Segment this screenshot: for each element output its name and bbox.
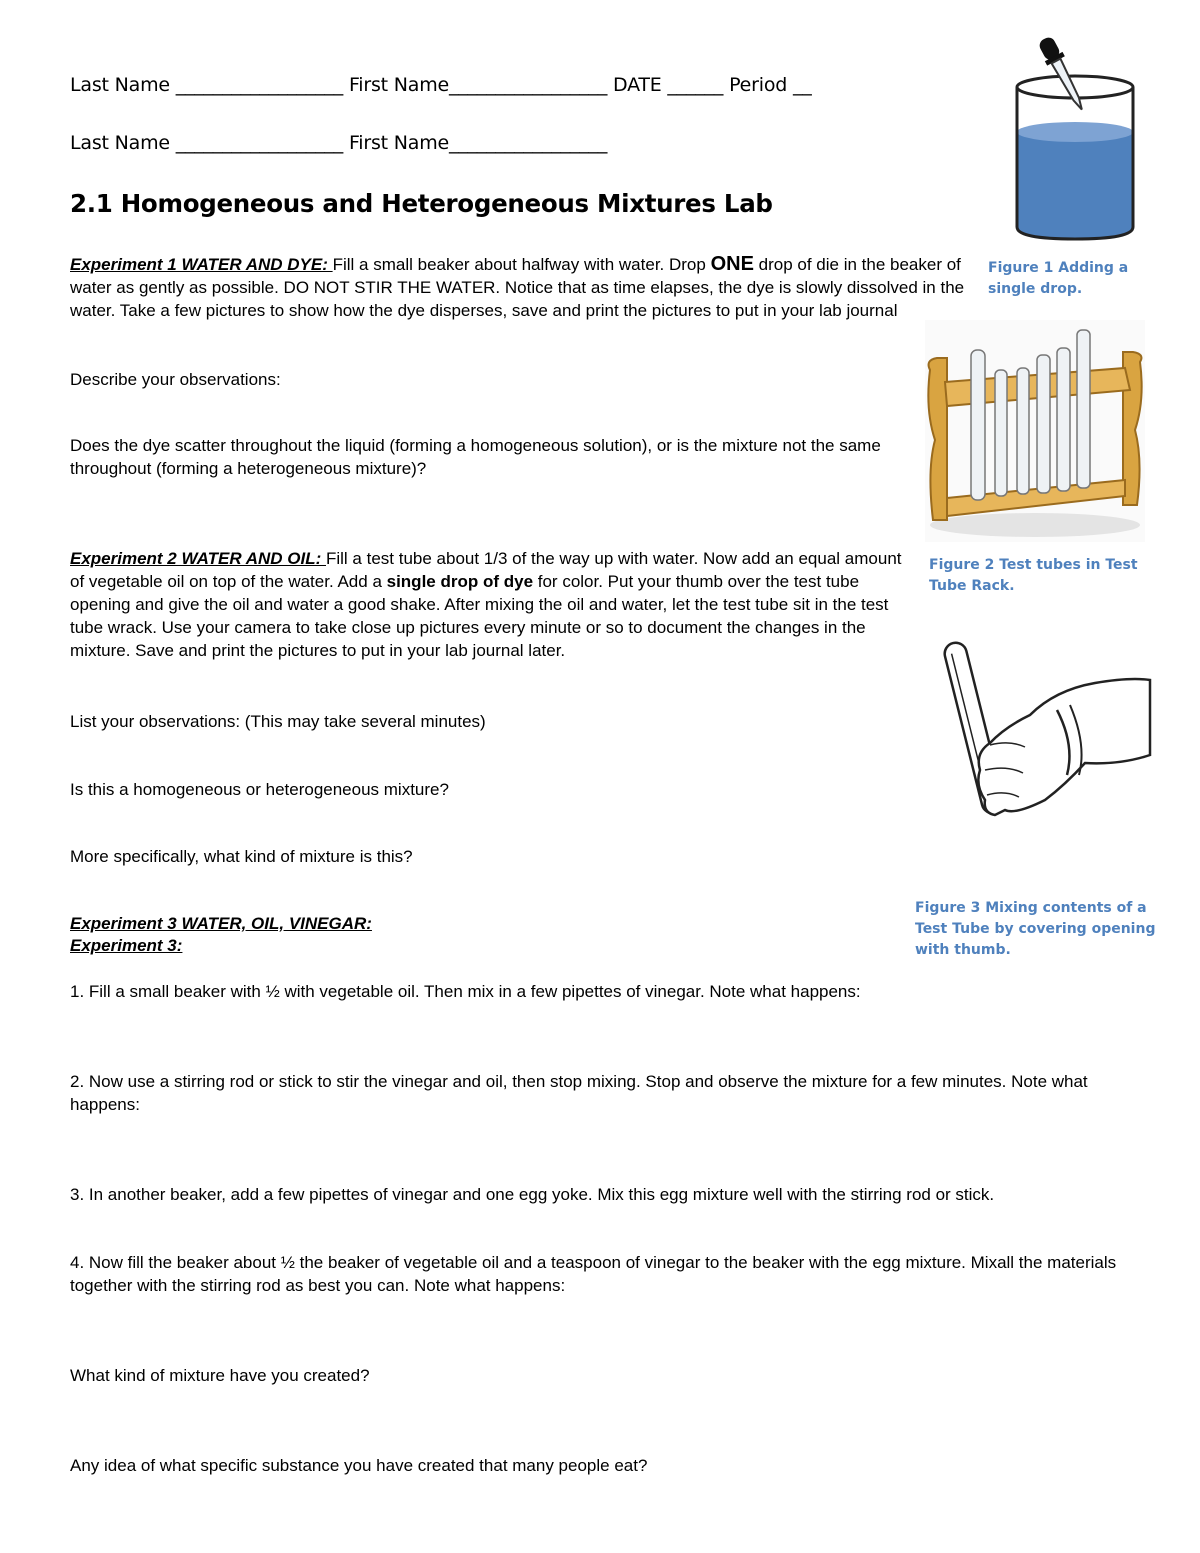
- experiment-3-question-1: What kind of mixture have you created?: [70, 1366, 370, 1385]
- experiment-3-step-1: 1. Fill a small beaker with ½ with vegetable oil. Then mix in a few pipettes of vinegar. Note what happens:: [70, 982, 861, 1001]
- experiment-3-step-4: 4. Now fill the beaker about ½ the beaker of vegetable oil and a teaspoon of vinegar to the beaker with the egg mixture. Mixall the materials together with the stirring rod as best you can. Note what happens:: [70, 1253, 1117, 1295]
- experiment-3-subheading: Experiment 3:: [70, 936, 183, 955]
- experiment-3-step-2: 2. Now use a stirring rod or stick to stir the vinegar and oil, then stop mixing. Stop and observe the mixture for a few minutes. Note what happens:: [70, 1072, 1088, 1114]
- experiment-1-question-1: Describe your observations:: [70, 370, 281, 389]
- experiment-2-question-3: More specifically, what kind of mixture is this?: [70, 847, 413, 866]
- experiment-2-paragraph: Experiment 2 WATER AND OIL: Fill a test tube about 1/3 of the way up with water. Now add an equal amount of vegetable oil on top of the water. Add a single drop of dye for color. Put your thumb over the test tube opening and give the oil and water a good shake. After mixing the oil and water, let the test tube sit in the test tube wrack. Use your camera to take close up pictures every minute or so to document the changes in the mixture. Save and print the pictures to put in your lab journal later.: [70, 549, 902, 660]
- experiment-2-heading: Experiment 2 WATER AND OIL:: [70, 549, 326, 568]
- page-title: 2.1 Homogeneous and Heterogeneous Mixtures Lab: [70, 189, 773, 218]
- name-date-period-line: Last Name __________________ First Name_________________ DATE ______ Period __: [70, 74, 812, 96]
- experiment-2-question-2: Is this a homogeneous or heterogeneous mixture?: [70, 780, 449, 799]
- experiment-1-paragraph: Experiment 1 WATER AND DYE: Fill a small beaker about halfway with water. Drop ONE drop of die in the beaker of water as gently as possible. DO NOT STIR THE WATER. Notice that as time elapses, the dye is slowly dissolved in the water. Take a few pictures to show how the dye disperses, save and print the pictures to put in your lab journal: [70, 253, 965, 320]
- experiment-1-heading: Experiment 1 WATER AND DYE:: [70, 255, 333, 274]
- test-tube-rack-icon: [925, 320, 1145, 542]
- figure-1-caption: Figure 1 Adding a single drop.: [988, 260, 1129, 297]
- experiment-3-step-3: 3. In another beaker, add a few pipettes of vinegar and one egg yoke. Mix this egg mixture well with the stirring rod or stick.: [70, 1185, 995, 1204]
- experiment-3-heading: Experiment 3 WATER, OIL, VINEGAR:: [70, 914, 372, 933]
- experiment-2-question-1: List your observations: (This may take several minutes): [70, 712, 486, 731]
- second-name-line: Last Name __________________ First Name_________________: [70, 132, 608, 154]
- beaker-dropper-icon: [1005, 32, 1145, 242]
- figure-2-caption: Figure 2 Test tubes in Test Tube Rack.: [929, 557, 1138, 594]
- experiment-1-question-2: Does the dye scatter throughout the liquid (forming a homogeneous solution), or is the mixture not the same throughout (forming a heterogeneous mixture)?: [70, 436, 881, 478]
- figure-3-caption: Figure 3 Mixing contents of a Test Tube by covering opening with thumb.: [915, 900, 1156, 958]
- hand-shaking-tube-icon: [935, 635, 1155, 835]
- experiment-3-question-2: Any idea of what specific substance you have created that many people eat?: [70, 1456, 648, 1475]
